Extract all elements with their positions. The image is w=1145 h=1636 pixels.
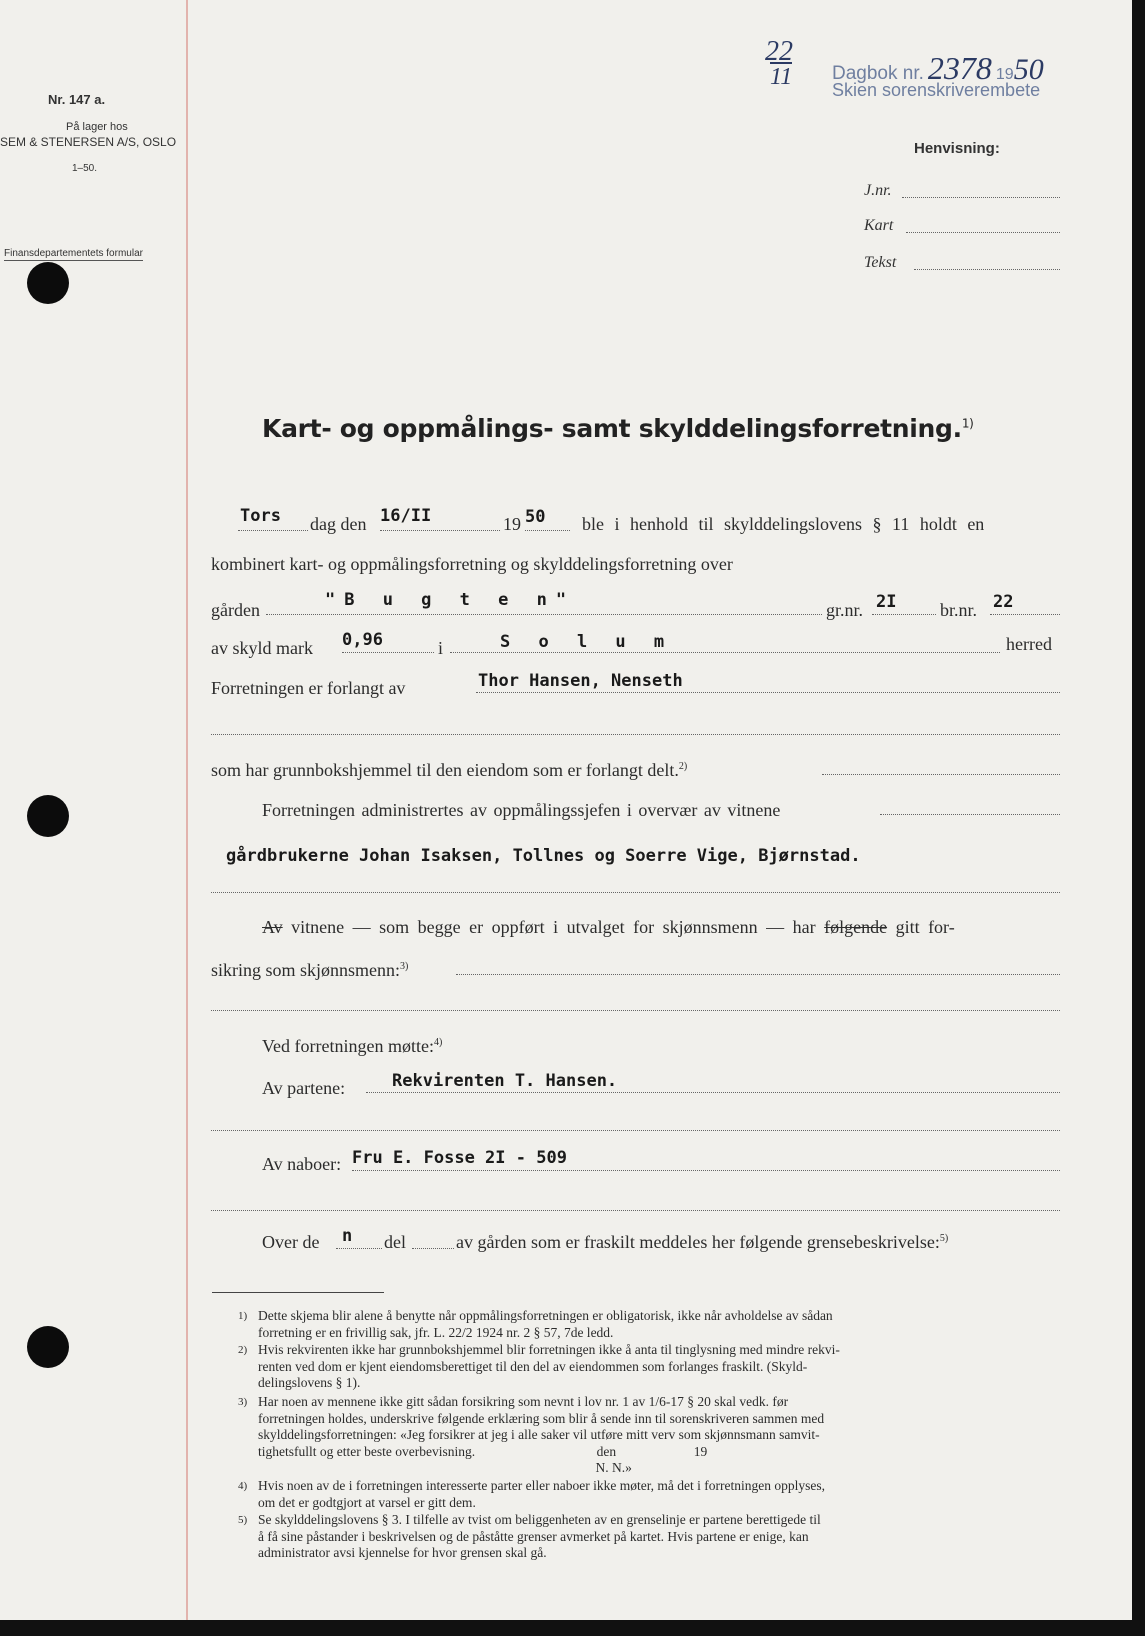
naboer-value: Fru E. Fosse 2I - 509	[352, 1148, 567, 1168]
ref-tekst-label: Tekst	[864, 254, 897, 271]
footnote-2: 2) Hvis rekvirenten ikke har grunnbokshjemmel blir forretningen ikke å anta til tinglysning med mindre rekvi- renten ved dom er kjent eiendomsberettiget til den del av eiendommen som forlanges fraskilt. (Skyld- delingslovens § 1).	[238, 1342, 840, 1390]
dagbok-label: Dagbok nr.	[832, 63, 924, 84]
naboer-label: Av naboer:	[262, 1154, 342, 1174]
handwritten-date-month: 11	[770, 64, 793, 90]
punch-hole	[27, 1326, 69, 1368]
skyld-i-label: i	[438, 638, 444, 658]
grnr-value: 2I	[876, 592, 897, 612]
blank-line-3	[211, 1130, 1060, 1131]
weekday-value: Tors	[240, 506, 281, 526]
brnr-value: 22	[993, 592, 1014, 612]
blank-line-4	[211, 1210, 1060, 1211]
year-value: 50	[525, 507, 546, 527]
over-de-label: Over de	[262, 1232, 320, 1252]
line2-text: kombinert kart- og oppmålingsforretning og skylddelingsforretning over	[211, 554, 733, 574]
sikring-line	[456, 974, 1060, 975]
blank-line-2	[211, 1010, 1060, 1011]
blank-line	[211, 734, 1060, 735]
farm-line	[266, 614, 822, 615]
farm-name: "B u g t e n"	[325, 590, 576, 610]
reference-heading: Henvisning:	[914, 140, 1000, 157]
requested-name: Thor Hansen, Nenseth	[478, 671, 683, 691]
requested-line	[476, 692, 1060, 693]
footnote-rule	[212, 1292, 384, 1293]
footnote-1: 1) Dette skjema blir alene å benytte når oppmålingsforretningen er obligatorisk, ikke når avholdelse av sådan forretning er en frivillig sak, jfr. L. 22/2 1924 nr. 2 § 57, 7de ledd.	[238, 1308, 833, 1340]
partene-label: Av partene:	[262, 1078, 346, 1098]
dag-den-label: dag den	[310, 514, 367, 534]
date-value: 16/II	[380, 506, 432, 526]
skyld-label: av skyld mark	[211, 638, 313, 658]
farm-label: gården	[211, 600, 260, 620]
printer-line: SEM & STENERSEN A/S, OSLO	[0, 135, 177, 149]
partene-line	[366, 1092, 1060, 1093]
grnr-line	[872, 614, 936, 615]
line1-text: ble i henhold til skylddelingslovens § 11 holdt en	[582, 514, 985, 534]
skyld-value: 0,96	[342, 630, 383, 650]
municipality-value: S o l u m	[500, 632, 674, 652]
administrert-text: Forretningen administrertes av oppmålingssjefen i overvær av vitnene	[262, 800, 781, 820]
hjemmel-text: som har grunnbokshjemmel til den eiendom som er forlangt delt.$^{2)}$	[211, 760, 688, 780]
date-line	[380, 530, 500, 531]
over-del-label: del	[384, 1232, 406, 1252]
skyld-line	[342, 652, 434, 653]
witnesses-line	[211, 892, 1060, 893]
over-n-value: n	[342, 1226, 353, 1246]
herred-label: herred	[1006, 634, 1052, 654]
punch-hole	[27, 795, 69, 837]
partene-value: Rekvirenten T. Hansen.	[392, 1071, 618, 1091]
municipality-line	[450, 652, 1000, 653]
over-text: av gården som er fraskilt meddeles her følgende grensebeskrivelse:$^{5)}$	[456, 1232, 949, 1252]
punch-hole	[27, 262, 69, 304]
form-number: Nr. 147 a.	[48, 92, 106, 107]
ref-jnr-line	[902, 197, 1060, 198]
requested-label: Forretningen er forlangt av	[211, 678, 406, 698]
vitnene-line2: sikring som skjønnsmenn:$^{3)}$	[211, 960, 409, 980]
dagbok-number: 2378	[927, 50, 992, 86]
witnesses-value: gårdbrukerne Johan Isaksen, Tollnes og Soerre Vige, Bjørnstad.	[226, 846, 861, 866]
brnr-line	[990, 614, 1060, 615]
ref-kart-line	[906, 232, 1060, 233]
edition-line: 1–50.	[72, 163, 98, 174]
ministry-form-label: Finansdepartementets formular	[4, 248, 143, 259]
ref-jnr-label: J.nr.	[864, 182, 892, 199]
footnote-4: 4) Hvis noen av de i forretningen interesserte parter eller naboer ikke møter, må det i forretningen opplyses, om det er godtgjort at varsel er gitt dem.	[238, 1478, 826, 1510]
administrert-line	[880, 814, 1060, 815]
grnr-label: gr.nr.	[826, 600, 864, 620]
mote-label: Ved forretningen møtte:$^{4)}$	[262, 1036, 443, 1056]
year-line	[525, 530, 570, 531]
year-prefix: 19	[503, 514, 521, 534]
ref-tekst-line	[914, 269, 1060, 270]
footnote-5: 5) Se skylddelingslovens § 3. I tilfelle av tvist om beliggenheten av en grenselinje er partene berettigede til å få sine påstander i beskrivelsen og de påståtte grenser avmerket på kartet. Hvis partene er enige, kan administrator avsi kjennelse for hvor grensen skal gå.	[238, 1512, 821, 1560]
brnr-label: br.nr.	[940, 600, 978, 620]
over-n-line	[336, 1248, 382, 1249]
naboer-line	[352, 1170, 1060, 1171]
dagbok-year-prefix: 19	[995, 66, 1014, 83]
struck-folgende: følgende	[824, 917, 888, 937]
margin-rule	[186, 0, 188, 1620]
dagbok-year-suffix: 50	[1013, 53, 1044, 86]
office-stamp: Skien sorenskriverembete	[832, 80, 1041, 100]
struck-av: Av	[262, 917, 283, 937]
form-title: Kart- og oppmålings- samt skylddelingsforretning.$^{1)}$	[262, 414, 974, 443]
footnote-3: 3) Har noen av mennene ikke gitt sådan forsikring som nevnt i lov nr. 1 av 1/6-17 § 20 skal vedk. før forretningen holdes, underskrive følgende erklæring som blir å sende inn til sorenskriveren sammen med skylddelingsforretningen: «Jeg forsikrer at jeg i alle saker vil utføre mitt verv som skjønnsmann samvit- tighetsfullt og etter beste overbevisning. den 19 N. N.»	[238, 1394, 825, 1475]
over-del-line	[412, 1248, 454, 1249]
hjemmel-line	[822, 774, 1060, 775]
stock-line: På lager hos	[66, 121, 128, 133]
ref-kart-label: Kart	[864, 217, 894, 234]
handwritten-date-day: 22	[765, 36, 793, 67]
vitnene-text: Av vitnene — som begge er oppført i utvalget for skjønnsmenn — har følgende gitt for-	[262, 917, 955, 937]
weekday-line	[238, 530, 308, 531]
